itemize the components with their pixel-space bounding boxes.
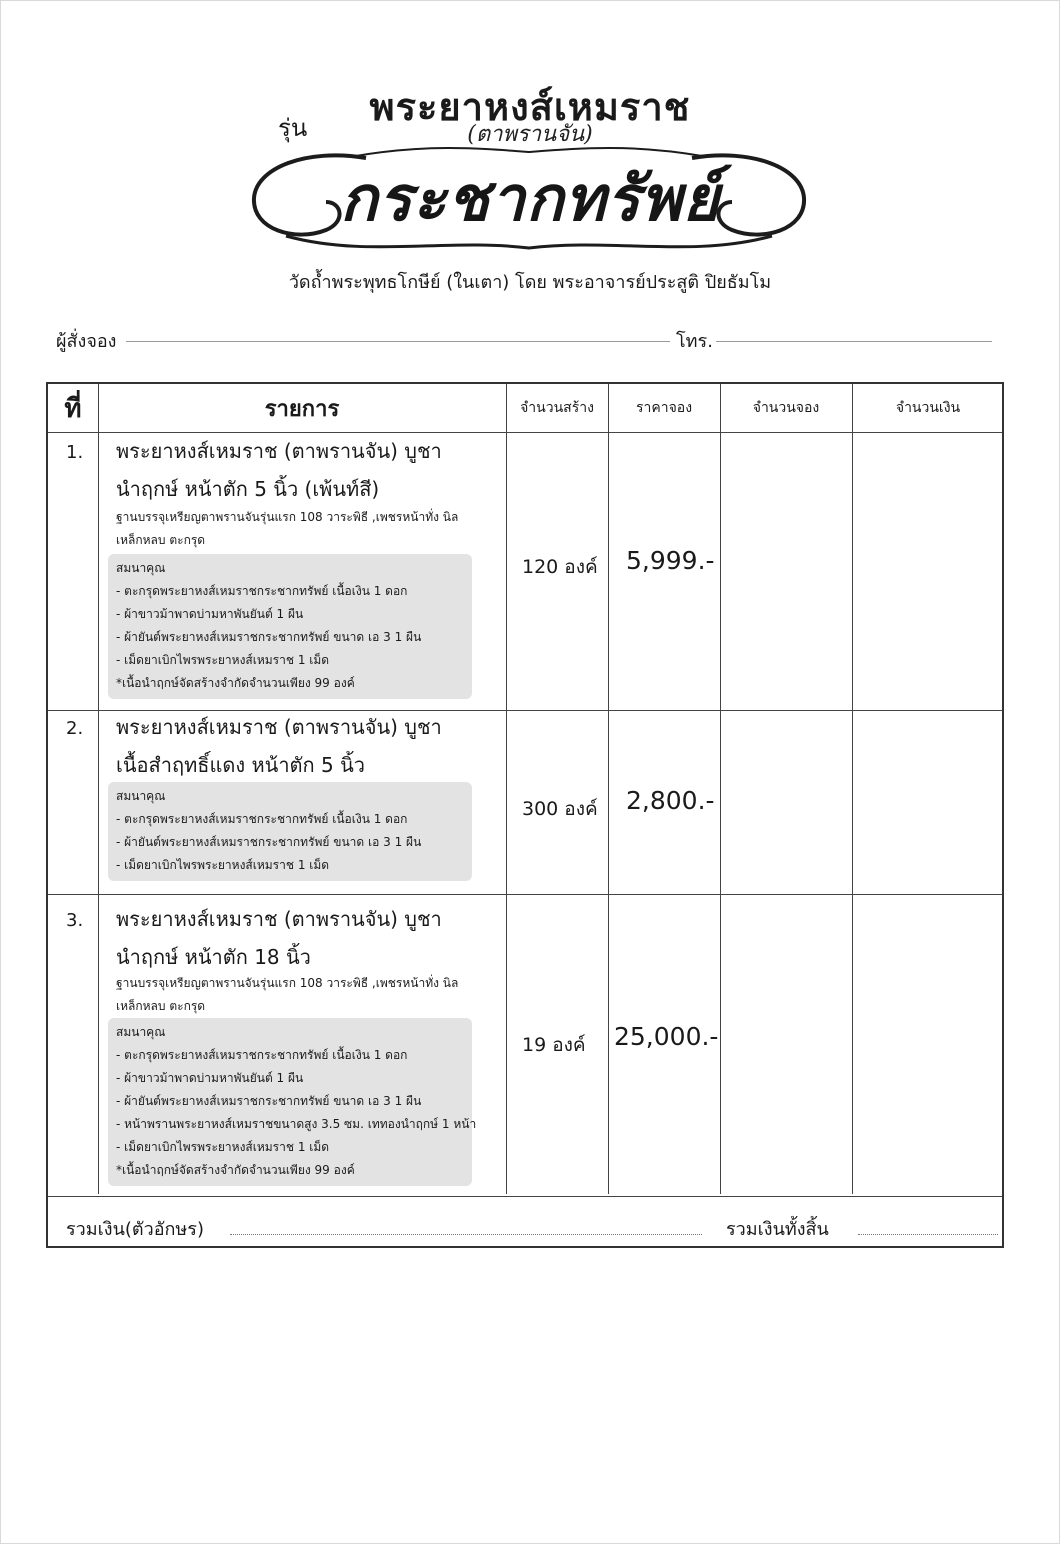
bonus-item: - ผ้าขาวม้าพาดบ่ามหาพันยันต์ 1 ผืน bbox=[116, 607, 304, 621]
bonus-item: - ผ้ายันต์พระยาหงส์เหมราชกระชากทรัพย์ ขนาด เอ 3 1 ผืน bbox=[116, 1094, 422, 1108]
temple-line: วัดถ้ำพระพุทธโกษีย์ (ในเตา) โดย พระอาจารย์ประสูติ ปิยธัมโม bbox=[288, 272, 772, 293]
orderer-input-line[interactable] bbox=[126, 341, 670, 342]
booking-price: 2,800.- bbox=[626, 786, 715, 815]
phone-label: โทร. bbox=[676, 331, 713, 352]
col-divider bbox=[720, 384, 721, 1194]
title-top: พระยาหงส์เหมราช bbox=[369, 84, 691, 129]
edition-label: รุ่น bbox=[278, 114, 308, 142]
total-text-input-line[interactable] bbox=[230, 1234, 702, 1235]
booking-price: 25,000.- bbox=[614, 1022, 719, 1051]
bonus-item: - เม็ดยาเบิกไพรพระยาหงส์เหมราช 1 เม็ด bbox=[116, 653, 330, 667]
header-amount: จำนวนเงิน bbox=[895, 400, 961, 416]
header-no: ที่ bbox=[64, 393, 82, 424]
row-number: 3. bbox=[66, 910, 84, 931]
item-title: พระยาหงส์เหมราช (ตาพรานจัน) บูชา bbox=[116, 715, 442, 739]
qty-made: 300 องค์ bbox=[522, 798, 598, 820]
header-qty-made: จำนวนสร้าง bbox=[520, 400, 594, 416]
qty-made: 19 องค์ bbox=[522, 1034, 586, 1056]
bonus-item: - ผ้ายันต์พระยาหงส์เหมราชกระชากทรัพย์ ขนาด เอ 3 1 ผืน bbox=[116, 630, 422, 644]
bonus-item: - ตะกรุดพระยาหงส์เหมราชกระชากทรัพย์ เนื้อเงิน 1 ดอก bbox=[116, 1048, 408, 1062]
total-text-label: รวมเงิน(ตัวอักษร) bbox=[66, 1219, 204, 1240]
booking-price: 5,999.- bbox=[626, 546, 715, 575]
bonus-heading: สมนาคุณ bbox=[116, 561, 166, 575]
bonus-item: - ตะกรุดพระยาหงส์เหมราชกระชากทรัพย์ เนื้อเงิน 1 ดอก bbox=[116, 584, 408, 598]
item-title: พระยาหงส์เหมราช (ตาพรานจัน) บูชา bbox=[116, 907, 442, 931]
item-title: เนื้อสำฤทธิ์แดง หน้าตัก 5 นิ้ว bbox=[116, 753, 365, 777]
col-divider bbox=[98, 384, 99, 1194]
item-description: เหล็กหลบ ตะกรุด bbox=[116, 533, 206, 547]
title-main: กระชากทรัพย์ bbox=[340, 162, 720, 235]
bonus-item: - เม็ดยาเบิกไพรพระยาหงส์เหมราช 1 เม็ด bbox=[116, 1140, 330, 1154]
header bbox=[0, 0, 1060, 300]
bonus-item: - หน้าพรานพระยาหงส์เหมราชขนาดสูง 3.5 ซม. เททองนำฤกษ์ 1 หน้า bbox=[116, 1117, 477, 1131]
header-item: รายการ bbox=[264, 396, 340, 422]
item-description: ฐานบรรจุเหรียญตาพรานจันรุ่นแรก 108 วาระพิธี ,เพชรหน้าทั่ง นิล bbox=[116, 976, 459, 990]
bonus-item: - ผ้ายันต์พระยาหงส์เหมราชกระชากทรัพย์ ขนาด เอ 3 1 ผืน bbox=[116, 835, 422, 849]
bonus-box bbox=[108, 782, 472, 881]
bonus-item: - ตะกรุดพระยาหงส์เหมราชกระชากทรัพย์ เนื้อเงิน 1 ดอก bbox=[116, 812, 408, 826]
row-divider bbox=[48, 894, 1002, 895]
item-title: นำฤกษ์ หน้าตัก 5 นิ้ว (เพ้นท์สี) bbox=[116, 477, 380, 501]
item-title: นำฤกษ์ หน้าตัก 18 นิ้ว bbox=[116, 945, 311, 969]
item-title: พระยาหงส์เหมราช (ตาพรานจัน) บูชา bbox=[116, 439, 442, 463]
col-divider bbox=[852, 384, 853, 1194]
item-description: เหล็กหลบ ตะกรุด bbox=[116, 999, 206, 1013]
row-divider bbox=[48, 1196, 1002, 1197]
item-description: ฐานบรรจุเหรียญตาพรานจันรุ่นแรก 108 วาระพิธี ,เพชรหน้าทั่ง นิล bbox=[116, 510, 459, 524]
col-divider bbox=[506, 384, 507, 1194]
bonus-heading: สมนาคุณ bbox=[116, 1025, 166, 1039]
row-number: 2. bbox=[66, 718, 84, 739]
header-booking-price: ราคาจอง bbox=[635, 400, 693, 416]
bonus-item: - เม็ดยาเบิกไพรพระยาหงส์เหมราช 1 เม็ด bbox=[116, 858, 330, 872]
grand-total-input-line[interactable] bbox=[858, 1234, 998, 1235]
order-table bbox=[46, 382, 1004, 1248]
col-divider bbox=[608, 384, 609, 1194]
subtitle-script: (ตาพรานจัน) bbox=[467, 122, 593, 147]
bonus-note: *เนื้อนำฤกษ์จัดสร้างจำกัดจำนวนเพียง 99 องค์ bbox=[116, 676, 355, 690]
grand-total-label: รวมเงินทั้งสิ้น bbox=[726, 1219, 829, 1240]
bonus-note: *เนื้อนำฤกษ์จัดสร้างจำกัดจำนวนเพียง 99 องค์ bbox=[116, 1163, 355, 1177]
bonus-heading: สมนาคุณ bbox=[116, 789, 166, 803]
orderer-label: ผู้สั่งจอง bbox=[56, 331, 117, 352]
qty-made: 120 องค์ bbox=[522, 556, 598, 578]
row-number: 1. bbox=[66, 442, 84, 463]
phone-input-line[interactable] bbox=[716, 341, 992, 342]
bonus-item: - ผ้าขาวม้าพาดบ่ามหาพันยันต์ 1 ผืน bbox=[116, 1071, 304, 1085]
bonus-box bbox=[108, 1018, 477, 1186]
header-booking-qty: จำนวนจอง bbox=[752, 400, 820, 416]
bonus-box bbox=[108, 554, 472, 699]
